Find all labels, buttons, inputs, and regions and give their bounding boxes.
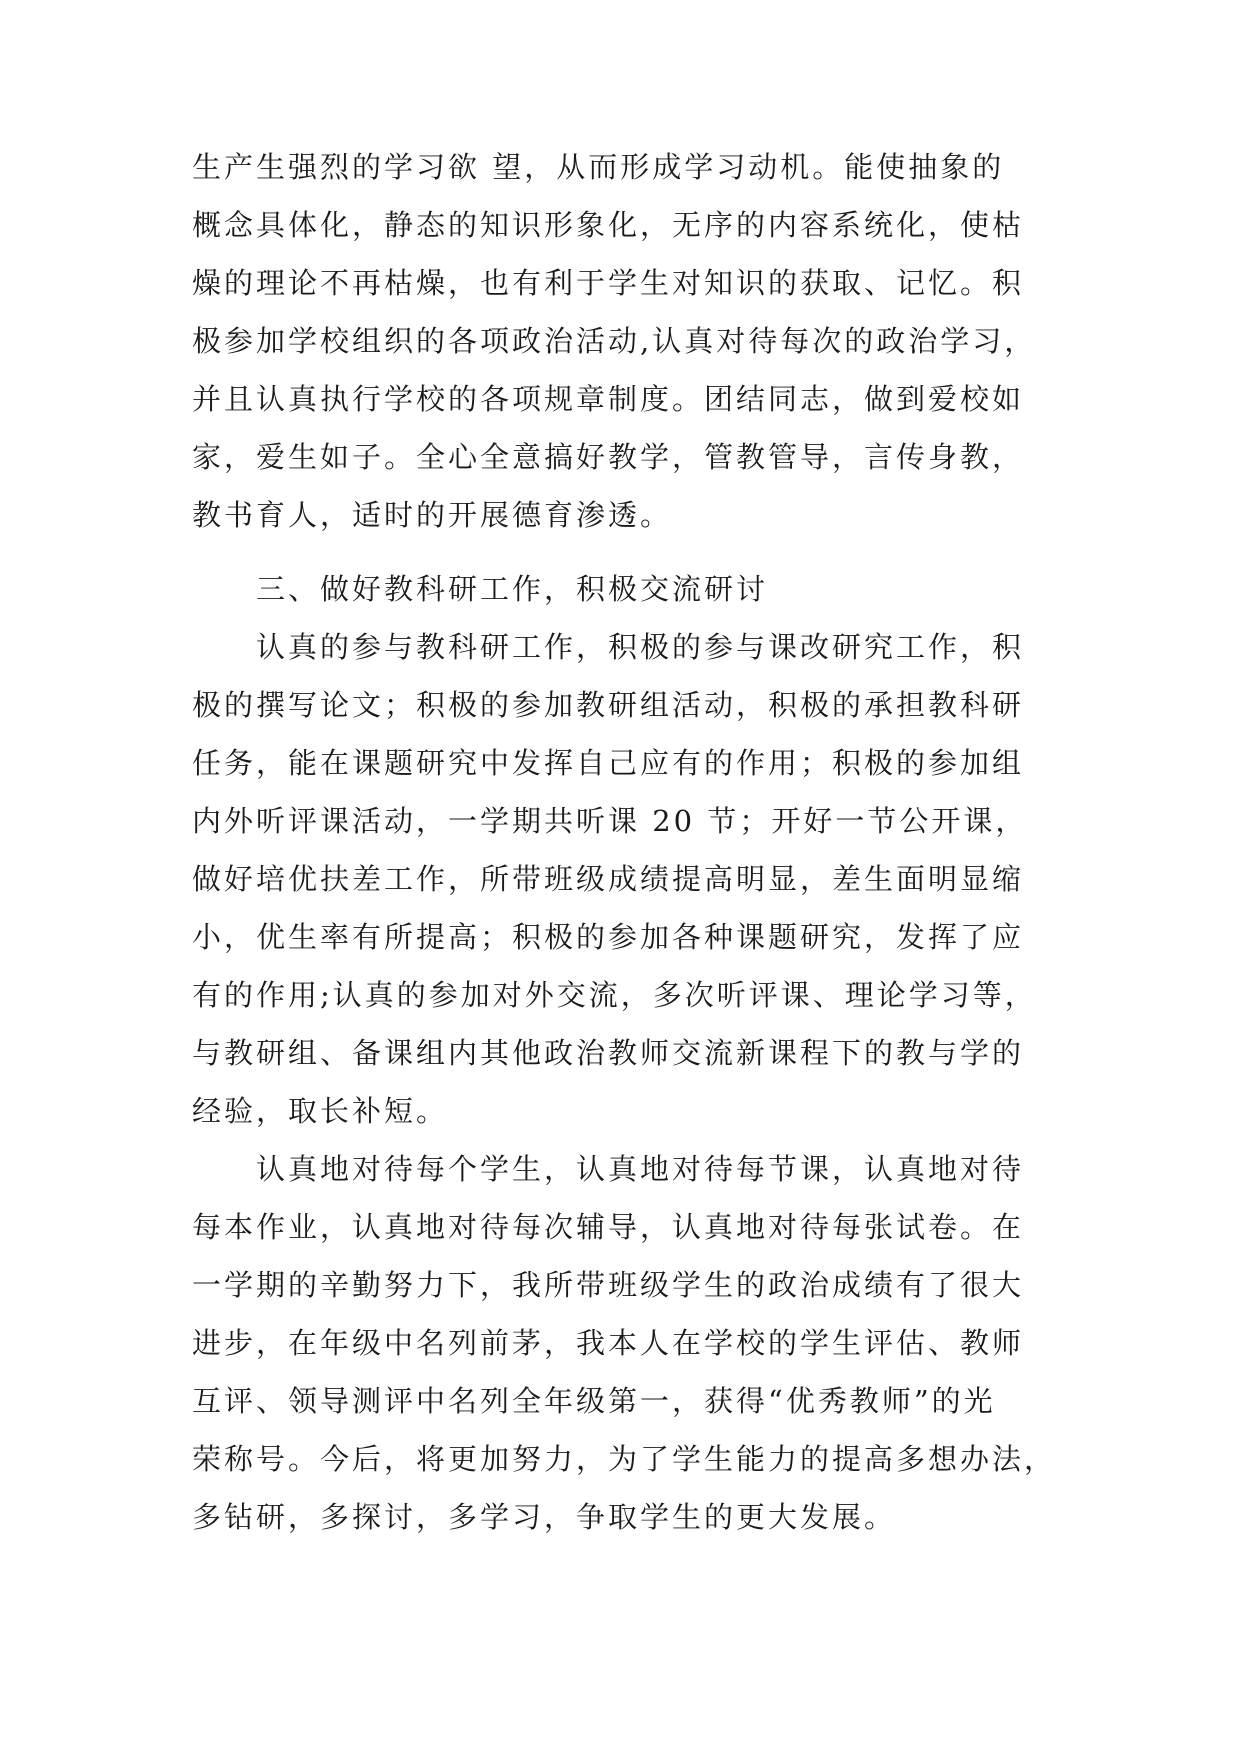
paragraph-line: 教书育人，适时的开展德育渗透。 [192, 498, 673, 532]
paragraph-line: 任务，能在课题研究中发挥自己应有的作用；积极的参加组 [192, 746, 1025, 780]
paragraph-4 [192, 1140, 1057, 1546]
paragraph-line: 经验，取长补短。 [192, 1094, 449, 1128]
paragraph-line: 进步，在年级中名列前茅，我本人在学校的学生评估、教师 [192, 1326, 1025, 1360]
paragraph-line: 多钻研，多探讨，多学习，争取学生的更大发展。 [192, 1500, 897, 1534]
paragraph-line: 做好培优扶差工作，所带班级成绩提高明显，差生面明显缩 [192, 862, 1025, 896]
paragraph-line: 与教研组、备课组内其他政治教师交流新课程下的教与学的 [192, 1036, 1025, 1070]
paragraph-line: 内外听评课活动，一学期共听课 20 节；开好一节公开课， [192, 804, 1028, 838]
paragraph-line: 互评、领导测评中名列全年级第一，获得“优秀教师”的光 [192, 1384, 996, 1418]
paragraph-line: 极参加学校组织的各项政治活动,认真对待每次的政治学习， [192, 324, 1037, 358]
paragraph-line: 认真地对待每个学生，认真地对待每节课，认真地对待 [256, 1152, 1025, 1186]
paragraph-line: 生产生强烈的学习欲 望，从而形成学习动机。能使抽象的 [192, 150, 1005, 184]
paragraph-line: 并且认真执行学校的各项规章制度。团结同志，做到爱校如 [192, 382, 1025, 416]
paragraph-line: 家，爱生如子。全心全意搞好教学，管教管导，言传身教， [192, 440, 1025, 474]
paragraph-line: 小，优生率有所提高；积极的参加各种课题研究，发挥了应 [192, 920, 1025, 954]
paragraph-line: 燥的理论不再枯燥，也有利于学生对知识的获取、记忆。积 [192, 266, 1025, 300]
paragraph-line: 认真的参与教科研工作，积极的参与课改研究工作，积 [256, 630, 1025, 664]
paragraph-line: 极的撰写论文；积极的参加教研组活动，积极的承担教科研 [192, 688, 1025, 722]
paragraph-line: 荣称号。今后，将更加努力，为了学生能力的提高多想办法， [192, 1442, 1057, 1476]
section-heading-text: 三、做好教科研工作，积极交流研讨 [256, 572, 769, 606]
section-heading [192, 560, 1052, 618]
paragraph-line: 概念具体化，静态的知识形象化，无序的内容系统化，使枯 [192, 208, 1025, 242]
paragraph-line: 有的作用;认真的参加对外交流，多次听评课、理论学习等， [192, 978, 1037, 1012]
paragraph-1 [192, 138, 1052, 544]
paragraph-line: 一学期的辛勤努力下，我所带班级学生的政治成绩有了很大 [192, 1268, 1025, 1302]
paragraph-3 [192, 618, 1052, 1140]
paragraph-line: 每本作业，认真地对待每次辅导，认真地对待每张试卷。在 [192, 1210, 1025, 1244]
